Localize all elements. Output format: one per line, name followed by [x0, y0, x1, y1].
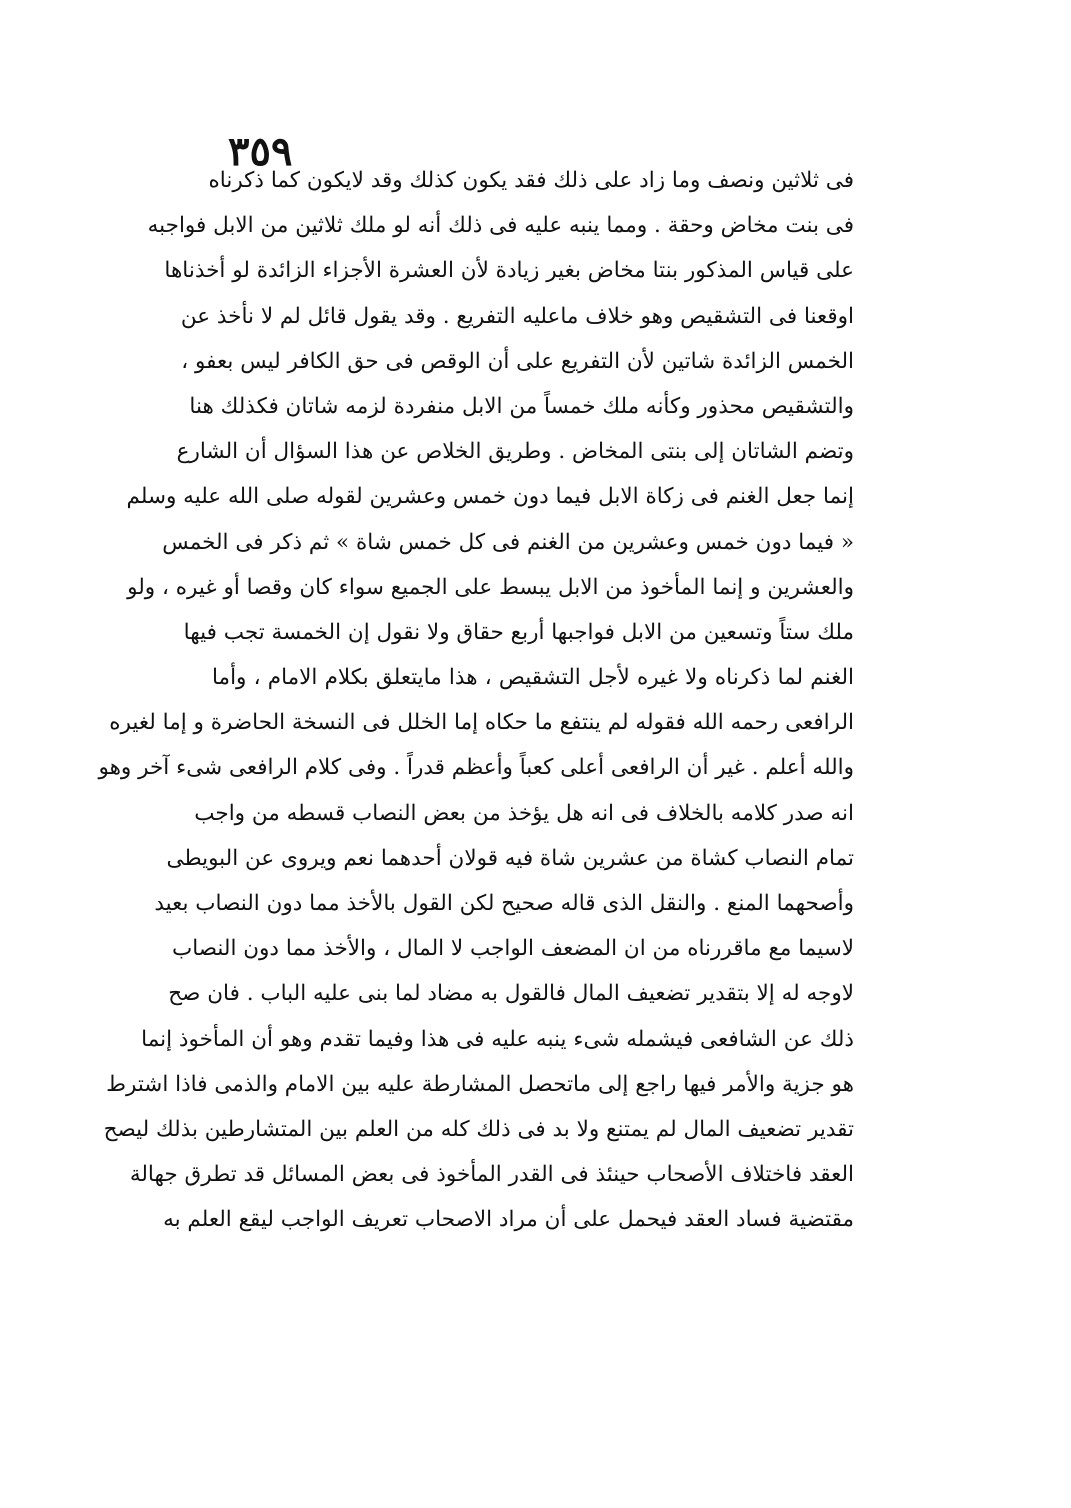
- text-line: والعشرين و إنما المأخوذ من الابل يبسط على الجميع سواء كان وقصا أو غيره ، ولو: [127, 574, 854, 600]
- text-line: إنما جعل الغنم فى زكاة الابل فيما دون خمس وعشرين لقوله صلى الله عليه وسلم: [126, 484, 854, 510]
- text-line: الخمس الزائدة شاتين لأن التفريع على أن الوقص فى حق الكافر ليس بعفو ،: [181, 348, 854, 374]
- text-line: الغنم لما ذكرناه ولا غيره لأجل التشقيص ، هذا مايتعلق بكلام الامام ، وأما: [212, 665, 854, 691]
- text-line: ملك ستاً وتسعين من الابل فواجبها أربع حقاق ولا نقول إن الخمسة تجب فيها: [183, 619, 854, 645]
- text-line: لاسيما مع ماقررناه من ان المضعف الواجب لا المال ، والأخذ مما دون النصاب: [171, 936, 854, 962]
- text-line: والله أعلم . غير أن الرافعى أعلى كعباً وأعظم قدراً . وفى كلام الرافعى شىء آخر وهو: [98, 755, 854, 781]
- text-line: وأصحهما المنع . والنقل الذى قاله صحيح لكن القول بالأخذ مما دون النصاب بعيد: [154, 891, 854, 916]
- text-line: هو جزية والأمر فيها راجع إلى ماتحصل المشارطة عليه بين الامام والذمى فاذا اشترط: [106, 1071, 854, 1097]
- text-line: العقد فاختلاف الأصحاب حينئذ فى القدر المأخوذ فى بعض المسائل قد تطرق جهالة: [129, 1162, 854, 1188]
- text-line: انه صدر كلامه بالخلاف فى انه هل يؤخذ من بعض النصاب قسطه من واجب: [194, 800, 854, 826]
- text-line: تقدير تضعيف المال لم يمتنع ولا بد فى ذلك كله من العلم بين المتشارطين بذلك ليصح: [103, 1116, 854, 1142]
- text-line: لاوجه له إلا بتقدير تضعيف المال فالقول به مضاد لما بنى عليه الباب . فان صح: [168, 981, 854, 1007]
- text-line: والتشقيص محذور وكأنه ملك خمساً من الابل منفردة لزمه شاتان فكذلك هنا: [189, 393, 854, 419]
- page-body-text: [98, 158, 854, 1243]
- text-line: فى ثلاثين ونصف وما زاد على ذلك فقد يكون كذلك وقد لايكون كما ذكرناه: [208, 168, 854, 193]
- text-line: مقتضية فساد العقد فيحمل على أن مراد الاصحاب تعريف الواجب ليقع العلم به: [163, 1207, 854, 1233]
- text-line: « فيما دون خمس وعشرين من الغنم فى كل خمس شاة » ثم ذكر فى الخمس: [162, 529, 854, 555]
- text-line: ذلك عن الشافعى فيشمله شىء ينبه عليه فى هذا وفيما تقدم وهو أن المأخوذ إنما: [141, 1026, 854, 1052]
- text-line: وتضم الشاتان إلى بنتى المخاض . وطريق الخلاص عن هذا السؤال أن الشارع: [176, 439, 854, 465]
- page-number: ٣٥٩: [228, 128, 293, 175]
- text-line: اوقعنا فى التشقيص وهو خلاف ماعليه التفريع . وقد يقول قائل لم لا نأخذ عن: [180, 303, 854, 329]
- text-line: فى بنت مخاض وحقة . ومما ينبه عليه فى ذلك أنه لو ملك ثلاثين من الابل فواجبه: [147, 213, 854, 239]
- text-line: تمام النصاب كشاة من عشرين شاة فيه قولان أحدهما نعم ويروى عن البويطى: [166, 845, 854, 871]
- text-line: على قياس المذكور بنتا مخاض بغير زيادة لأن العشرة الأجزاء الزائدة لو أخذناها: [164, 258, 854, 284]
- text-line: الرافعى رحمه الله فقوله لم ينتفع ما حكاه إما الخلل فى النسخة الحاضرة و إما لغيره: [109, 710, 854, 736]
